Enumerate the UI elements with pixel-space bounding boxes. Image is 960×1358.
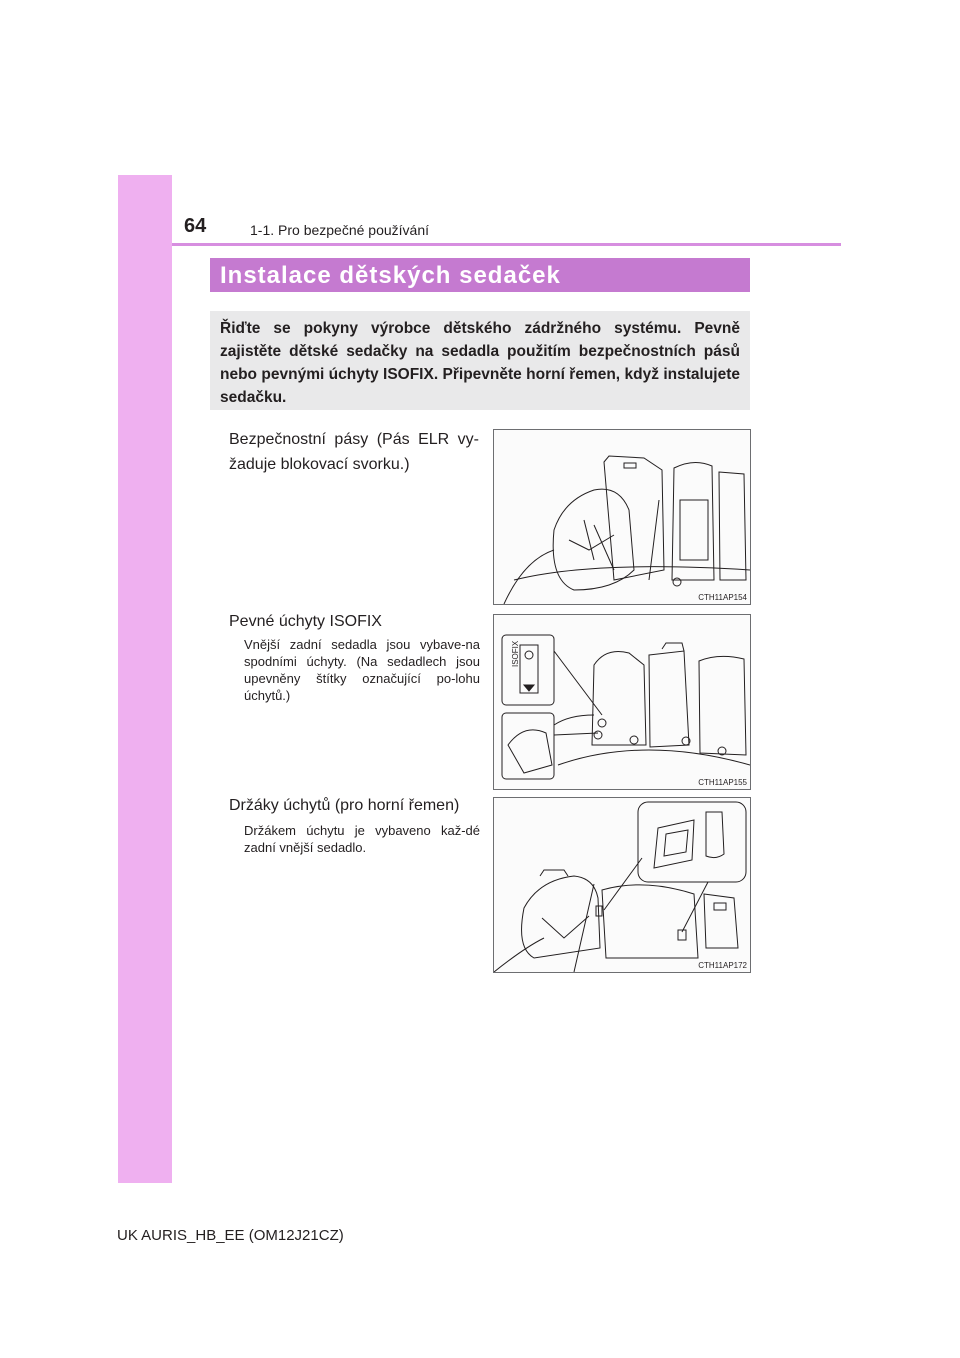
item-isofix-description: Vnější zadní sedadla jsou vybave-na spodními úchyty. (Na sedadlech jsou upevněny štítky označující po-lohu úchytů.): [244, 637, 480, 703]
figure-code: CTH11AP172: [698, 961, 747, 970]
figure-code: CTH11AP155: [698, 778, 747, 787]
side-color-strip: [118, 175, 172, 1183]
top-tether-illustration: [494, 798, 750, 972]
figure-seatbelt-install: [493, 429, 751, 605]
page-heading: Instalace dětských sedaček: [220, 262, 561, 289]
figure-top-tether-anchors: [493, 797, 751, 973]
isofix-illustration: [494, 615, 750, 789]
footer-manual-code: UK AURIS_HB_EE (OM12J21CZ): [117, 1227, 344, 1244]
intro-box: [210, 311, 750, 410]
intro-text: Řiďte se pokyny výrobce dětského zádržného systému. Pevně zajistěte dětské sedačky na sedadla použitím bezpečnostních pásů nebo pevnými úchyty ISOFIX. Připevněte horní řemen, když instalujete sedačku.: [220, 320, 740, 406]
page-number: 64: [184, 215, 207, 237]
heading-bar: [210, 258, 750, 292]
section-title: 1-1. Pro bezpečné používání: [250, 222, 430, 238]
item-top-tether-description: Držákem úchytu je vybaveno kaž-dé zadní vnější sedadlo.: [244, 823, 480, 855]
item-seatbelts-title: Bezpečnostní pásy (Pás ELR vy-žaduje blokovací svorku.): [229, 431, 479, 473]
figure-isofix-anchors: [493, 614, 751, 790]
header-rule: [172, 243, 841, 246]
figure-code: CTH11AP154: [698, 593, 747, 602]
seatbelt-illustration: [494, 430, 750, 604]
item-isofix-title: Pevné úchyty ISOFIX: [229, 613, 382, 630]
item-top-tether-title: Držáky úchytů (pro horní řemen): [229, 797, 460, 814]
isofix-label-tag: ISOFIX: [511, 640, 520, 667]
